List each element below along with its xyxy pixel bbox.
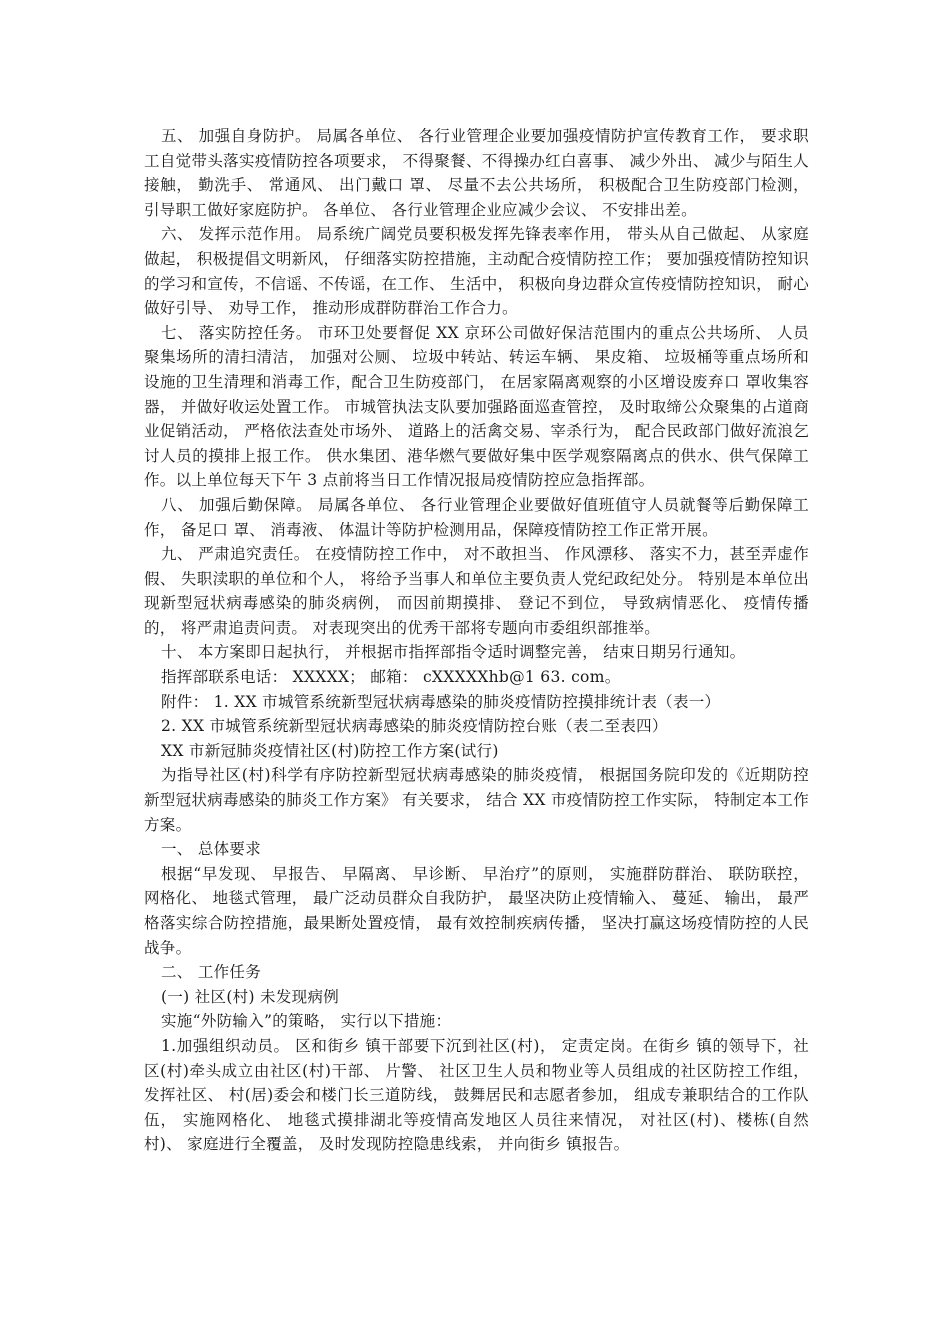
heading-general-requirements: 一、 总体要求 [161, 840, 262, 859]
paragraph-effective-date: 十、 本方案即日起执行， 并根据市指挥部指令适时调整完善， 结束日期另行通知。 [161, 643, 746, 662]
document-body [144, 124, 809, 1157]
paragraph-mobilization: 1.加强组织动员。 区和街乡 镇干部要下沉到社区(村)， 定责定岗。在街乡 镇的领导下，社区(村)牵头成立由社区(村)干部、 片警、 社区卫生人员和物业等人员组成的社区防控工作组， 发挥社区、 村(居)委会和楼门长三道防线， 鼓舞居民和志愿者参加， 组成专兼职结合的工作队伍， 实施网格化、 地毯式摸排湖北等疫情高发地区人员往来情况， 对社区(村)、楼栋(自然村)、 家庭进行全覆盖， 及时发现防控隐患线索， 并向街乡 镇报告。 [144, 1036, 809, 1154]
paragraph-logistics: 八、 加强后勤保障。 局属各单位、 各行业管理企业要做好值班值守人员就餐等后勤保障工作， 备足口 罩、 消毒液、 体温计等防护检测用品，保障疫情防控工作正常开展。 [144, 495, 809, 539]
paragraph-exemplary-role: 六、 发挥示范作用。 局系统广阔党员要积极发挥先锋表率作用， 带头从自己做起、 从家庭做起， 积极提倡文明新风， 仔细落实防控措施，主动配合疫情防控工作； 要加强疫情防控知识的学习和宣传，不信谣、不传谣，在工作、 生活中， 积极向身边群众宣传疫情防控知识， 耐心做好引导、 劝导工作， 推动形成群防群治工作合力。 [144, 225, 809, 318]
paragraph-contact: 指挥部联系电话： XXXXX； 邮箱： cXXXXXhb@1 63. com。 [161, 668, 621, 687]
paragraph-control-tasks: 七、 落实防控任务。 市环卫处要督促 XX 京环公司做好保洁范围内的重点公共场所、 人员聚集场所的清扫清洁， 加强对公厕、 垃圾中转站、转运车辆、 果皮箱、 垃圾桶等重点场所和设施的卫生清理和消毒工作，配合卫生防疫部门， 在居家隔离观察的小区增设废弃口 罩收集容器， 并做好收运处置工作。 市城管执法支队要加强路面巡查管控， 及时取缔公众聚集的占道商业促销活动， 严格依法查处市场外、 道路上的活禽交易、宰杀行为， 配合民政部门做好流浪乞讨人员的摸排上报工作。 供水集团、港华燃气要做好集中医学观察隔离点的供水、供气保障工作。以上单位每天下午 3 点前将当日工作情况报局疫情防控应急指挥部。 [144, 323, 809, 490]
paragraph-intro: 为指导社区(村)科学有序防控新型冠状病毒感染的肺炎疫情， 根据国务院印发的《近期防控新型冠状病毒感染的肺炎工作方案》 有关要求， 结合 XX 市疫情防控工作实际， 特制定本工作方案。 [144, 766, 810, 834]
paragraph-attachment-1: 附件： 1. XX 市城管系统新型冠状病毒感染的肺炎疫情防控摸排统计表（表一） [161, 692, 721, 711]
section-title: XX 市新冠肺炎疫情社区(村)防控工作方案(试行) [161, 741, 499, 760]
paragraph-attachment-2: 2. XX 市城管系统新型冠状病毒感染的肺炎疫情防控台账（表二至表四） [161, 717, 668, 736]
subheading-no-cases: (一) 社区(村) 未发现病例 [161, 987, 340, 1006]
paragraph-accountability: 九、 严肃追究责任。 在疫情防控工作中， 对不敢担当、 作风漂移、 落实不力，甚至弄虚作假、 失职渎职的单位和个人， 将给予当事人和单位主要负责人党纪政纪处分。 特别是本单位出现新型冠状病毒感染的肺炎病例， 而因前期摸排、 登记不到位， 导致病情恶化、 疫情传播的， 将严肃追责问责。 对表现突出的优秀干部将专题向市委组织部推举。 [144, 545, 809, 637]
heading-work-tasks: 二、 工作任务 [161, 963, 262, 982]
paragraph-self-protection: 五、 加强自身防护。 局属各单位、 各行业管理企业要加强疫情防护宣传教育工作， 要求职工自觉带头落实疫情防控各项要求， 不得聚餐、不得操办红白喜事、 减少外出、 减少与陌生人接触， 勤洗手、 常通风、 出门戴口 罩、 尽量不去公共场所， 积极配合卫生防疫部门检测， 引导职工做好家庭防护。 各单位、 各行业管理企业应减少会议、 不安排出差。 [144, 127, 809, 219]
paragraph-principles: 根据“早发现、 早报告、 早隔离、 早诊断、 早治疗”的原则， 实施群防群治、 联防联控， 网格化、 地毯式管理， 最广泛动员群众自我防护， 最坚决防止疫情输入、 蔓延、 输出， 最严格落实综合防控措施，最果断处置疫情， 最有效控制疾病传播， 坚决打赢这场疫情防控的人民战争。 [144, 864, 809, 957]
paragraph-strategy: 实施“外防输入”的策略， 实行以下措施： [161, 1012, 452, 1031]
